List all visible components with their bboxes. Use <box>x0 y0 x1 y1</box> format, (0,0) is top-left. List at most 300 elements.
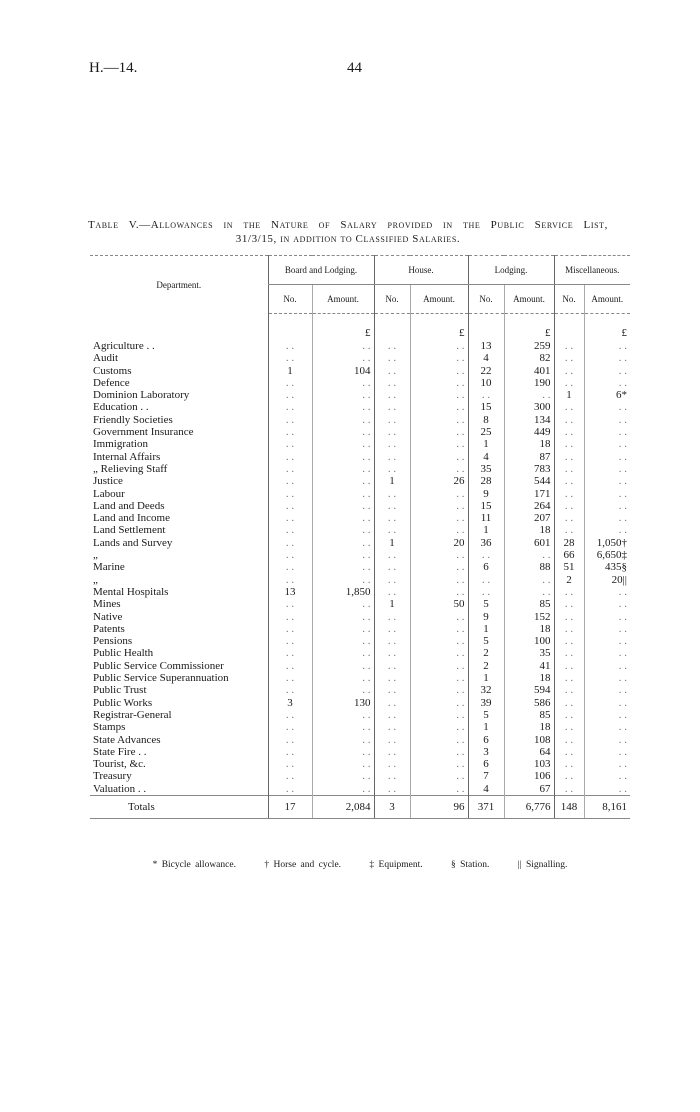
table-row <box>90 672 630 684</box>
table-cell: 3 <box>468 746 504 758</box>
department-cell: Mental Hospitals <box>93 585 169 598</box>
table-cell: 35 <box>468 463 504 475</box>
table-cell: 1 <box>468 721 504 733</box>
table-cell: . . <box>268 401 312 413</box>
table-row <box>90 770 630 782</box>
table-cell: . . <box>312 389 374 401</box>
table-cell: . . <box>410 586 468 598</box>
no-header: No. <box>468 285 504 314</box>
table-row <box>90 586 630 598</box>
table-cell: . . <box>312 340 374 352</box>
table-row <box>90 451 630 463</box>
table-row <box>90 389 630 401</box>
table-cell: . . <box>554 414 584 426</box>
department-cell: Education . . <box>93 401 149 414</box>
table-row <box>90 537 630 549</box>
table-cell: 39 <box>468 697 504 709</box>
table-cell: 26 <box>410 475 468 487</box>
table-row <box>90 660 630 672</box>
table-cell: . . <box>268 512 312 524</box>
table-cell: 300 <box>504 401 554 413</box>
department-cell: Public Service Superannuation <box>93 672 229 685</box>
table-cell: . . <box>410 561 468 573</box>
table-cell: . . <box>268 561 312 573</box>
table-cell: 7 <box>468 770 504 782</box>
table-cell: . . <box>554 684 584 696</box>
table-cell: . . <box>554 611 584 623</box>
table-cell: 594 <box>504 684 554 696</box>
table-cell: . . <box>584 512 630 524</box>
table-cell: . . <box>268 783 312 796</box>
table-cell: . . <box>584 414 630 426</box>
table-cell: . . <box>268 377 312 389</box>
department-cell: Lands and Survey <box>93 536 173 549</box>
table-cell: . . <box>268 660 312 672</box>
totals-cell: 148 <box>554 795 584 818</box>
department-cell: Internal Affairs <box>93 450 161 463</box>
table-cell: . . <box>410 463 468 475</box>
table-cell: . . <box>374 549 410 561</box>
table-cell: 108 <box>504 734 554 746</box>
table-cell: 259 <box>504 340 554 352</box>
table-cell: . . <box>554 377 584 389</box>
table-row <box>90 500 630 512</box>
table-cell: . . <box>374 524 410 536</box>
table-cell: . . <box>312 611 374 623</box>
table-cell: . . <box>584 598 630 610</box>
table-row <box>90 561 630 573</box>
table-cell: 1 <box>468 438 504 450</box>
table-cell: . . <box>504 389 554 401</box>
table-cell: . . <box>374 623 410 635</box>
table-cell: . . <box>374 451 410 463</box>
table-row <box>90 463 630 475</box>
amount-header: Amount. <box>504 285 554 314</box>
table-title-line-1: Table V.—Allowances in the Nature of Salary provided in the Public Service List, <box>88 219 608 231</box>
department-cell: Public Service Commissioner <box>93 659 224 672</box>
table-cell: . . <box>554 709 584 721</box>
table-cell: . . <box>374 389 410 401</box>
table-row <box>90 721 630 733</box>
house-header: House. <box>374 256 468 285</box>
table-cell: . . <box>374 488 410 500</box>
department-cell: Public Health <box>93 647 154 660</box>
table-cell: 783 <box>504 463 554 475</box>
table-cell: . . <box>312 672 374 684</box>
table-row <box>90 783 630 796</box>
table-cell: . . <box>554 438 584 450</box>
department-cell: Marine <box>93 561 125 574</box>
table-cell: . . <box>410 426 468 438</box>
table-cell: . . <box>268 623 312 635</box>
table-cell <box>90 314 268 341</box>
table-cell: . . <box>584 684 630 696</box>
table-cell: . . <box>410 352 468 364</box>
table-cell: . . <box>410 783 468 796</box>
table-cell: . . <box>554 623 584 635</box>
table-cell: . . <box>468 389 504 401</box>
table-cell: . . <box>374 746 410 758</box>
table-cell: . . <box>410 512 468 524</box>
table-cell: . . <box>268 709 312 721</box>
table-row <box>90 426 630 438</box>
table-row <box>90 697 630 709</box>
table-cell: 87 <box>504 451 554 463</box>
table-cell: . . <box>584 746 630 758</box>
table-cell: 32 <box>468 684 504 696</box>
table-cell: . . <box>268 647 312 659</box>
table-cell: . . <box>554 783 584 796</box>
table-cell: . . <box>504 586 554 598</box>
table-cell: £ <box>504 314 554 341</box>
table-cell: 10 <box>468 377 504 389</box>
totals-cell: 2,084 <box>312 795 374 818</box>
table-cell: . . <box>468 549 504 561</box>
table-cell: 50 <box>410 598 468 610</box>
table-row <box>90 414 630 426</box>
table-cell: 1 <box>374 475 410 487</box>
table-cell <box>374 314 410 341</box>
table-cell: . . <box>268 672 312 684</box>
table-cell: . . <box>554 512 584 524</box>
department-cell: Native <box>93 610 123 623</box>
table-cell: 5 <box>468 598 504 610</box>
department-header: Department. <box>90 256 268 314</box>
table-cell: . . <box>374 426 410 438</box>
table-cell: 15 <box>468 401 504 413</box>
table-cell: £ <box>584 314 630 341</box>
table-title <box>88 218 608 246</box>
table-cell: 449 <box>504 426 554 438</box>
table-cell: 82 <box>504 352 554 364</box>
table-cell: . . <box>410 734 468 746</box>
table-cell: . . <box>584 623 630 635</box>
table-cell: 67 <box>504 783 554 796</box>
table-cell: . . <box>268 414 312 426</box>
table-cell: 1 <box>468 524 504 536</box>
table-cell: 20|| <box>584 574 630 586</box>
table-cell: . . <box>584 758 630 770</box>
table-cell: 106 <box>504 770 554 782</box>
department-cell: Stamps <box>93 721 126 734</box>
table-cell: . . <box>312 401 374 413</box>
table-row <box>90 709 630 721</box>
table-cell: . . <box>410 746 468 758</box>
table-row <box>90 598 630 610</box>
table-cell: . . <box>312 512 374 524</box>
table-cell: . . <box>374 438 410 450</box>
table-row <box>90 549 630 561</box>
table-cell: . . <box>554 340 584 352</box>
table-cell: . . <box>374 500 410 512</box>
table-cell: 51 <box>554 561 584 573</box>
table-row <box>90 475 630 487</box>
table-cell: 1,050† <box>584 537 630 549</box>
table-row <box>90 365 630 377</box>
table-cell: . . <box>374 574 410 586</box>
table-cell: 64 <box>504 746 554 758</box>
table-cell: 36 <box>468 537 504 549</box>
table-cell: . . <box>312 561 374 573</box>
table-cell <box>468 314 504 341</box>
table-cell: 1 <box>268 365 312 377</box>
table-cell: 104 <box>312 365 374 377</box>
table-cell: . . <box>584 783 630 796</box>
table-row <box>90 734 630 746</box>
table-cell: . . <box>410 611 468 623</box>
table-cell: . . <box>268 770 312 782</box>
table-cell: . . <box>554 500 584 512</box>
table-cell: . . <box>312 537 374 549</box>
currency-row <box>90 314 630 341</box>
table-cell: 2 <box>554 574 584 586</box>
table-cell: 586 <box>504 697 554 709</box>
table-cell: 5 <box>468 709 504 721</box>
department-cell: Audit <box>93 352 119 365</box>
table-cell: . . <box>268 574 312 586</box>
table-row <box>90 635 630 647</box>
table-cell: . . <box>374 672 410 684</box>
table-cell: 18 <box>504 721 554 733</box>
table-cell: . . <box>554 770 584 782</box>
table-cell: . . <box>374 647 410 659</box>
table-cell: £ <box>312 314 374 341</box>
table-cell: . . <box>268 549 312 561</box>
table-row <box>90 684 630 696</box>
table-cell: . . <box>554 524 584 536</box>
table-cell: . . <box>312 488 374 500</box>
table-cell: . . <box>312 660 374 672</box>
table-row <box>90 758 630 770</box>
table-cell: . . <box>374 611 410 623</box>
table-cell: . . <box>312 414 374 426</box>
table-body <box>90 314 630 796</box>
table-row <box>90 512 630 524</box>
table-cell: . . <box>312 438 374 450</box>
table-cell: . . <box>312 352 374 364</box>
table-cell: . . <box>312 635 374 647</box>
table-cell: 2 <box>468 660 504 672</box>
table-cell: . . <box>374 365 410 377</box>
table-cell: . . <box>410 549 468 561</box>
table-cell: . . <box>268 611 312 623</box>
table-cell: . . <box>374 377 410 389</box>
department-cell: Mines <box>93 598 121 611</box>
table-cell: . . <box>312 647 374 659</box>
table-cell: 130 <box>312 697 374 709</box>
table-cell: . . <box>410 488 468 500</box>
table-cell: . . <box>410 660 468 672</box>
table-cell: . . <box>584 352 630 364</box>
table-cell: . . <box>554 672 584 684</box>
table-cell: . . <box>554 488 584 500</box>
department-cell: Patents <box>93 622 125 635</box>
table-cell: . . <box>584 660 630 672</box>
table-cell: . . <box>410 500 468 512</box>
table-cell: . . <box>410 697 468 709</box>
table-cell: . . <box>554 721 584 733</box>
table-cell: 18 <box>504 672 554 684</box>
department-cell: Agriculture . . <box>93 340 155 352</box>
table-cell: . . <box>554 635 584 647</box>
table-cell: 4 <box>468 352 504 364</box>
table-cell: . . <box>584 463 630 475</box>
table-cell: . . <box>268 746 312 758</box>
table-cell: . . <box>584 697 630 709</box>
table-row <box>90 623 630 635</box>
table-cell: . . <box>584 340 630 352</box>
table-cell: 1,850 <box>312 586 374 598</box>
table-cell: . . <box>374 512 410 524</box>
table-cell: . . <box>312 500 374 512</box>
table-cell: . . <box>268 500 312 512</box>
table-cell: . . <box>374 660 410 672</box>
table-cell: 18 <box>504 438 554 450</box>
table-cell: . . <box>312 549 374 561</box>
table-cell: 4 <box>468 783 504 796</box>
table-cell: . . <box>268 488 312 500</box>
totals-cell: 96 <box>410 795 468 818</box>
table-cell: . . <box>468 574 504 586</box>
table-cell: . . <box>312 623 374 635</box>
table-row <box>90 746 630 758</box>
department-cell: „ <box>93 549 98 562</box>
table-cell: . . <box>410 623 468 635</box>
footnote: || Signalling. <box>517 860 568 870</box>
department-cell: Land and Income <box>93 512 170 525</box>
table-cell: . . <box>312 377 374 389</box>
totals-cell: 3 <box>374 795 410 818</box>
no-header: No. <box>554 285 584 314</box>
department-cell: Valuation . . <box>93 782 147 795</box>
amount-header: Amount. <box>584 285 630 314</box>
table-cell: 401 <box>504 365 554 377</box>
department-cell: Land and Deeds <box>93 499 165 512</box>
table-cell: . . <box>584 451 630 463</box>
table-cell: . . <box>268 721 312 733</box>
table-cell <box>268 314 312 341</box>
department-cell: State Fire . . <box>93 745 147 758</box>
table-cell: . . <box>268 758 312 770</box>
table-cell: . . <box>410 438 468 450</box>
table-cell: . . <box>312 758 374 770</box>
table-cell: 190 <box>504 377 554 389</box>
table-cell: . . <box>374 352 410 364</box>
department-cell: Land Settlement <box>93 524 166 537</box>
table-cell: 6,650‡ <box>584 549 630 561</box>
table-cell: 11 <box>468 512 504 524</box>
table-cell: 264 <box>504 500 554 512</box>
table-cell: 13 <box>468 340 504 352</box>
table-cell: 15 <box>468 500 504 512</box>
table-cell: . . <box>268 524 312 536</box>
table-cell: 18 <box>504 623 554 635</box>
table-cell: 1 <box>374 598 410 610</box>
totals-cell: 6,776 <box>504 795 554 818</box>
table-cell: . . <box>554 475 584 487</box>
table-cell: 18 <box>504 524 554 536</box>
table-cell: . . <box>554 746 584 758</box>
table-cell: . . <box>554 365 584 377</box>
table-cell: 88 <box>504 561 554 573</box>
table-cell: . . <box>374 635 410 647</box>
table-cell: . . <box>374 401 410 413</box>
table-cell: 6 <box>468 734 504 746</box>
table-cell: . . <box>374 414 410 426</box>
department-cell: Labour <box>93 487 125 500</box>
table-cell: £ <box>410 314 468 341</box>
department-cell: Defence <box>93 376 130 389</box>
table-cell: . . <box>312 524 374 536</box>
table-cell: . . <box>312 598 374 610</box>
table-cell: . . <box>584 611 630 623</box>
table-cell: . . <box>584 721 630 733</box>
department-cell: State Advances <box>93 733 161 746</box>
table-cell: 85 <box>504 709 554 721</box>
department-cell: Government Insurance <box>93 426 194 439</box>
table-cell: . . <box>554 660 584 672</box>
table-cell: . . <box>584 770 630 782</box>
table-cell: 9 <box>468 611 504 623</box>
table-cell: . . <box>312 721 374 733</box>
table-cell: . . <box>268 684 312 696</box>
table-cell: . . <box>268 537 312 549</box>
page-reference: H.—14. <box>89 60 138 76</box>
table-cell: . . <box>584 734 630 746</box>
table-cell: . . <box>268 635 312 647</box>
table-cell: . . <box>312 783 374 796</box>
totals-cell: 17 <box>268 795 312 818</box>
totals-cell: 371 <box>468 795 504 818</box>
table-cell: 85 <box>504 598 554 610</box>
department-cell: Immigration <box>93 438 148 451</box>
table-cell: . . <box>374 561 410 573</box>
table-cell: . . <box>584 401 630 413</box>
table-cell: . . <box>584 709 630 721</box>
table-cell: . . <box>410 758 468 770</box>
table-cell: 9 <box>468 488 504 500</box>
table-cell: 1 <box>554 389 584 401</box>
table-cell: . . <box>374 770 410 782</box>
table-row <box>90 438 630 450</box>
table-cell: . . <box>410 340 468 352</box>
table-cell: . . <box>584 426 630 438</box>
table-cell: . . <box>374 721 410 733</box>
table-cell: . . <box>554 734 584 746</box>
table-cell: . . <box>268 340 312 352</box>
department-cell: Friendly Societies <box>93 413 173 426</box>
table-row <box>90 488 630 500</box>
table-cell: 100 <box>504 635 554 647</box>
table-cell: . . <box>268 463 312 475</box>
table-cell: 6 <box>468 561 504 573</box>
table-cell: . . <box>374 697 410 709</box>
table-row <box>90 611 630 623</box>
table-cell: . . <box>312 426 374 438</box>
department-cell: „ Relieving Staff <box>93 462 168 475</box>
table-cell: . . <box>268 451 312 463</box>
table-cell: . . <box>268 389 312 401</box>
table-cell: . . <box>584 377 630 389</box>
page-number: 44 <box>347 60 362 76</box>
table-cell: 6 <box>468 758 504 770</box>
table-cell: . . <box>504 549 554 561</box>
table-cell: 4 <box>468 451 504 463</box>
table-cell: . . <box>312 734 374 746</box>
table-cell: . . <box>410 365 468 377</box>
table-cell: 3 <box>268 697 312 709</box>
table-cell: . . <box>410 635 468 647</box>
